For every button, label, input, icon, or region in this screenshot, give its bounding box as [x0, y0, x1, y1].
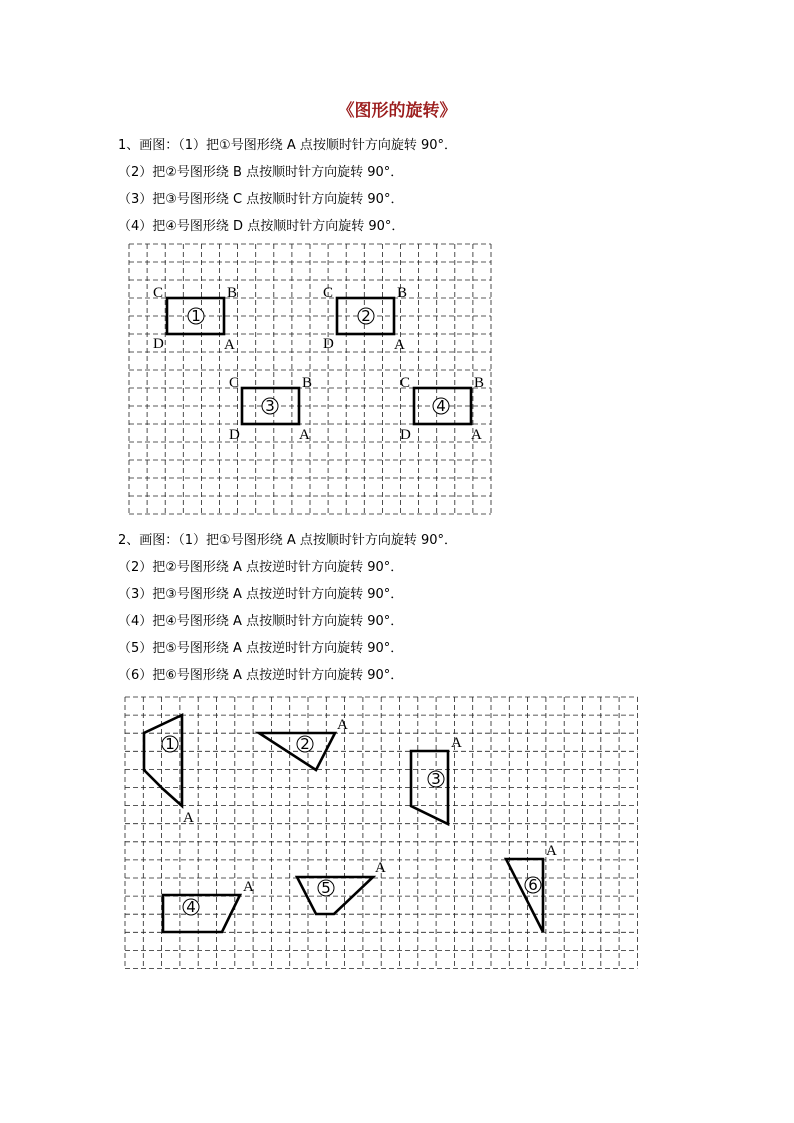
page-title: 《图形的旋转》: [337, 101, 457, 121]
svg-text:3: 3: [431, 770, 441, 788]
svg-text:2: 2: [300, 735, 310, 753]
figure1-shape-3: [229, 375, 312, 443]
instruction-2-4: （4）把④号图形绕 A 点按顺时针方向旋转 90°．: [118, 614, 404, 629]
svg-text:D: D: [323, 336, 334, 352]
grid-2: [125, 697, 637, 969]
svg-text:C: C: [153, 285, 164, 301]
svg-text:A: A: [337, 717, 348, 733]
instruction-1-3: （3）把③号图形绕 C 点按顺时针方向旋转 90°．: [118, 192, 404, 207]
svg-text:A: A: [299, 427, 310, 443]
figure2-shape-2: [259, 717, 348, 770]
figure2-shape-5: [297, 860, 386, 914]
instruction-1-4: （4）把④号图形绕 D 点按顺时针方向旋转 90°．: [118, 219, 405, 234]
figure1-shape-1: [153, 285, 237, 353]
svg-text:C: C: [323, 285, 334, 301]
instruction-1-2: （2）把②号图形绕 B 点按顺时针方向旋转 90°．: [118, 165, 404, 180]
svg-text:A: A: [375, 860, 386, 876]
svg-text:D: D: [153, 336, 164, 352]
svg-text:C: C: [400, 375, 411, 391]
svg-text:B: B: [397, 285, 408, 301]
figure1-shape-2: [323, 285, 407, 353]
figure2-shape-6: [506, 843, 557, 932]
svg-text:4: 4: [186, 898, 196, 916]
instruction-2-2: （2）把②号图形绕 A 点按逆时针方向旋转 90°．: [118, 560, 404, 575]
svg-text:C: C: [229, 375, 240, 391]
svg-text:B: B: [227, 285, 238, 301]
svg-text:D: D: [400, 427, 411, 443]
svg-text:6: 6: [528, 876, 538, 894]
figure2-shape-4: [163, 879, 254, 932]
svg-text:B: B: [474, 375, 485, 391]
svg-text:A: A: [224, 337, 235, 353]
figure2-shape-1: [144, 715, 194, 826]
figure1-shape-4: [400, 375, 484, 443]
instruction-2-3: （3）把③号图形绕 A 点按逆时针方向旋转 90°．: [118, 587, 404, 602]
svg-text:D: D: [229, 427, 240, 443]
svg-text:2: 2: [361, 307, 371, 325]
svg-text:A: A: [183, 810, 194, 826]
svg-text:B: B: [302, 375, 313, 391]
svg-text:3: 3: [265, 397, 275, 415]
svg-text:A: A: [394, 337, 405, 353]
instruction-1-1: 1、画图：（1）把①号图形绕 A 点按顺时针方向旋转 90°．: [118, 138, 458, 153]
instruction-2-5: （5）把⑤号图形绕 A 点按逆时针方向旋转 90°．: [118, 641, 404, 656]
instruction-2-1: 2、画图：（1）把①号图形绕 A 点按顺时针方向旋转 90°．: [118, 533, 458, 548]
svg-text:A: A: [471, 427, 482, 443]
svg-text:1: 1: [165, 735, 175, 753]
svg-text:4: 4: [436, 397, 446, 415]
svg-text:A: A: [451, 735, 462, 751]
svg-text:5: 5: [321, 879, 331, 897]
svg-text:A: A: [243, 879, 254, 895]
instruction-2-6: （6）把⑥号图形绕 A 点按逆时针方向旋转 90°．: [118, 668, 404, 683]
svg-text:1: 1: [191, 307, 201, 325]
svg-text:A: A: [546, 843, 557, 859]
